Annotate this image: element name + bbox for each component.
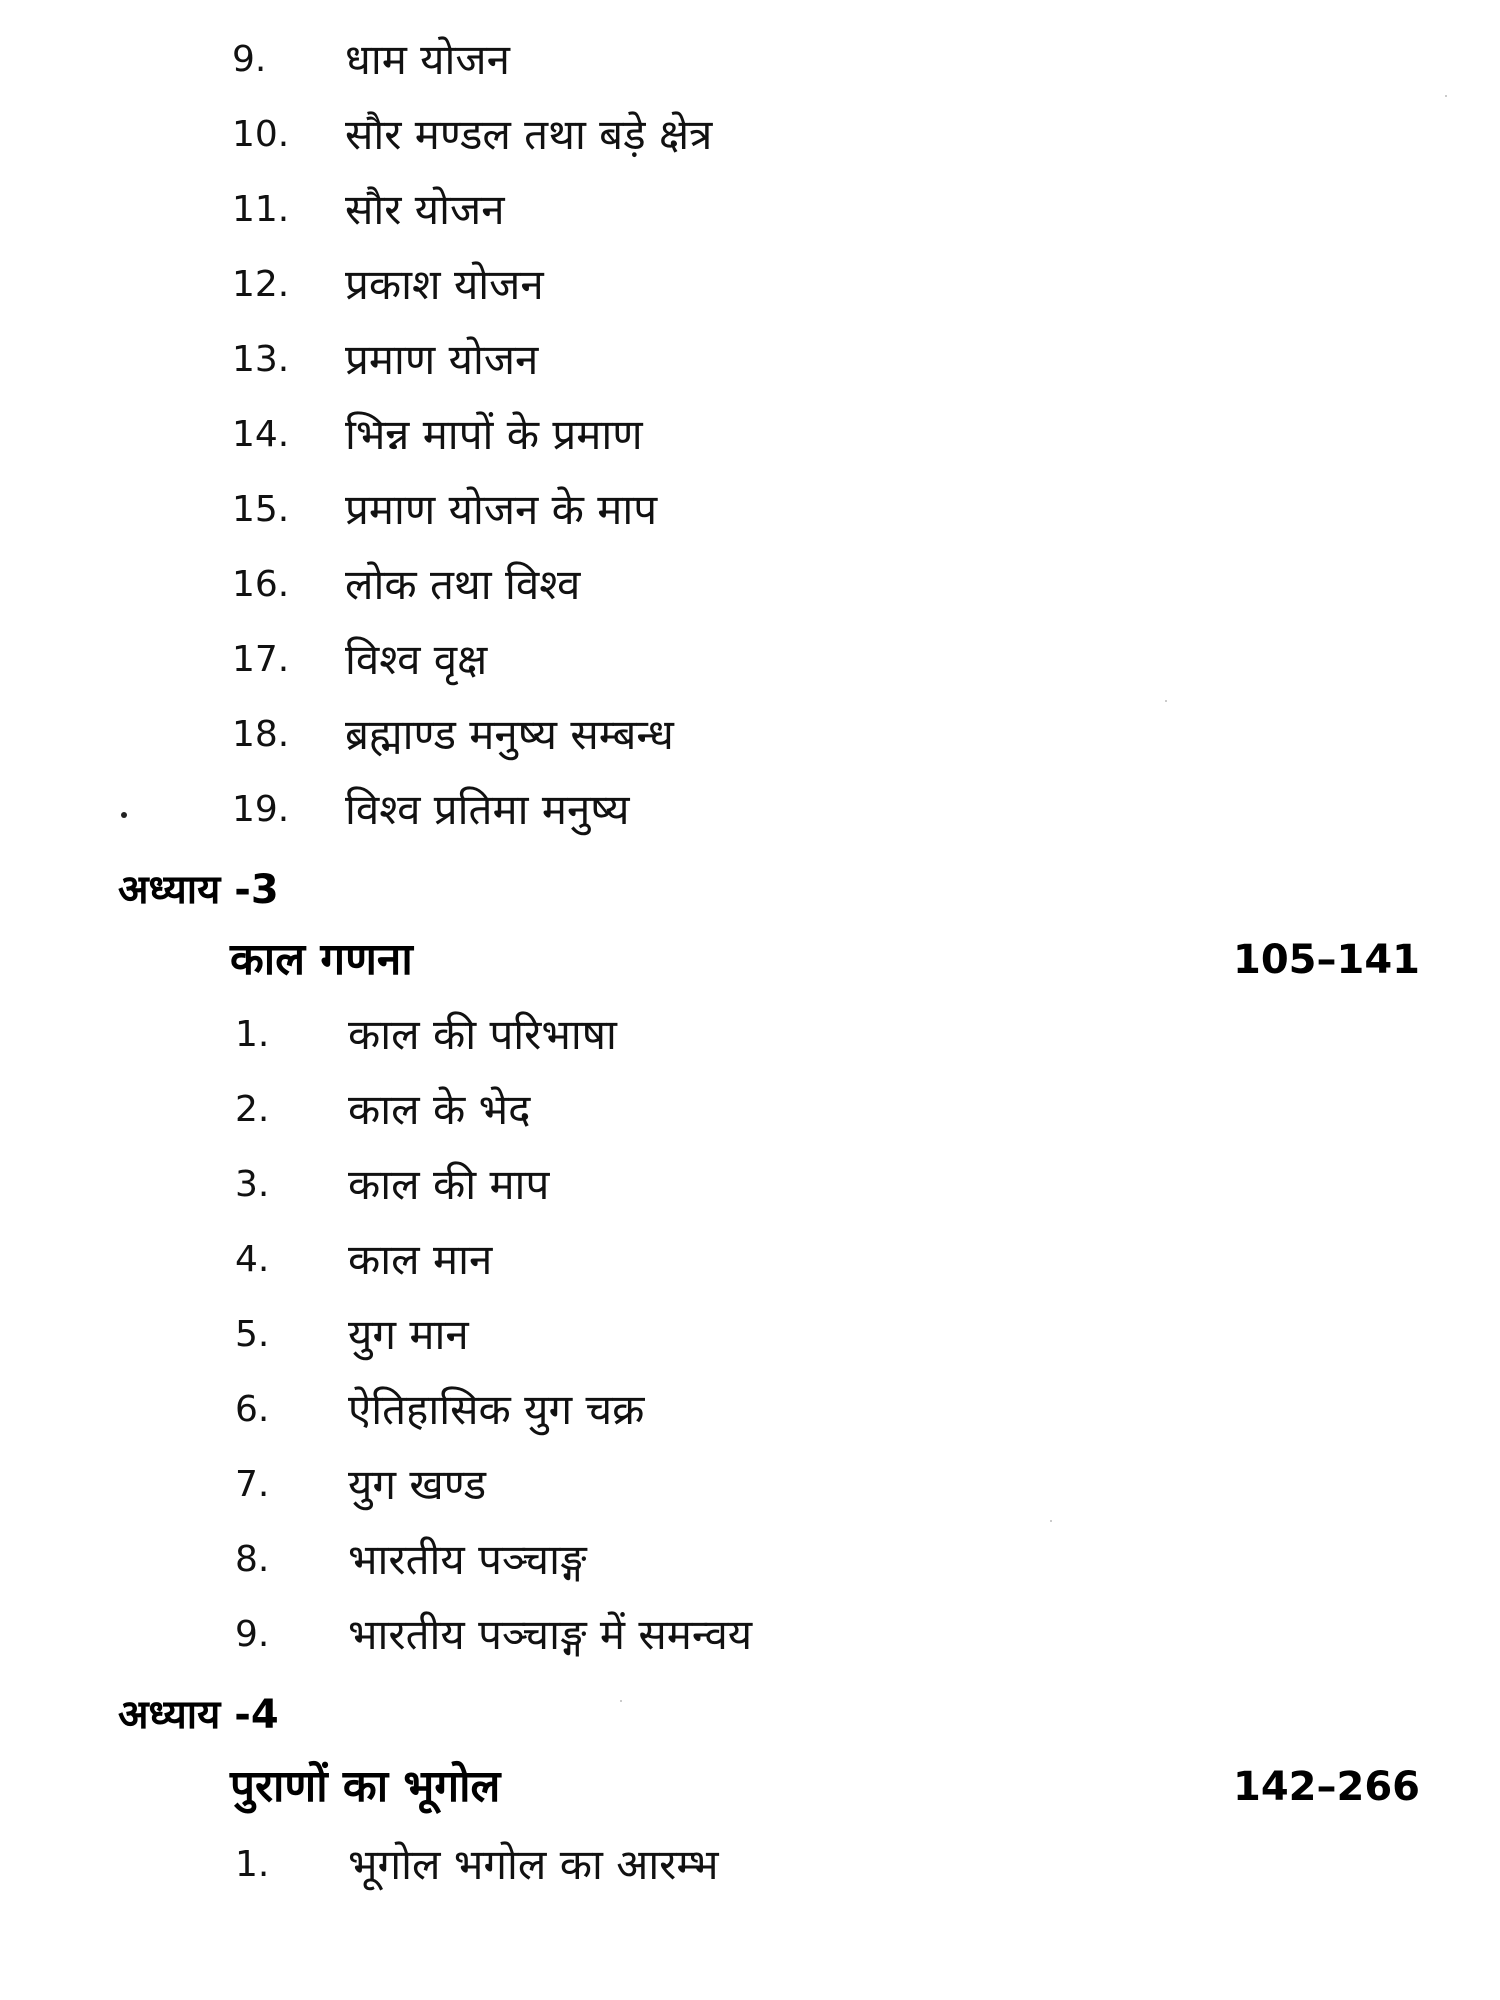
chapter-title: पुराणों का भूगोल xyxy=(230,1761,501,1812)
item-number: 9. xyxy=(235,1614,270,1655)
item-number: 3. xyxy=(235,1164,270,1205)
item-number: 9. xyxy=(232,39,267,80)
item-title: काल की परिभाषा xyxy=(348,1010,617,1059)
item-title: भिन्न मापों के प्रमाण xyxy=(345,410,643,459)
item-number: 8. xyxy=(235,1539,270,1580)
item-title: प्रमाण योजन के माप xyxy=(345,485,658,534)
scan-speck xyxy=(1445,95,1447,97)
scan-speck xyxy=(1050,1520,1052,1522)
item-title: ऐतिहासिक युग चक्र xyxy=(348,1385,645,1434)
chapter-label: अध्याय -4 xyxy=(118,1692,279,1738)
item-number: 10. xyxy=(232,114,290,155)
item-number: 13. xyxy=(232,339,290,380)
item-number: 7. xyxy=(235,1464,270,1505)
chapter-label: अध्याय -3 xyxy=(118,867,279,913)
item-number: 2. xyxy=(235,1089,270,1130)
item-title: प्रकाश योजन xyxy=(345,260,544,309)
item-number: 12. xyxy=(232,264,290,305)
item-number: 17. xyxy=(232,639,290,680)
chapter-title: काल गणना xyxy=(230,934,413,985)
item-title: सौर योजन xyxy=(345,185,505,234)
item-title: विश्व प्रतिमा मनुष्य xyxy=(345,785,630,834)
item-title: ब्रह्माण्ड मनुष्य सम्बन्ध xyxy=(345,710,674,759)
item-title: युग खण्ड xyxy=(348,1460,487,1509)
item-title: विश्व वृक्ष xyxy=(345,635,488,684)
item-title: काल के भेद xyxy=(348,1085,531,1134)
item-number: 15. xyxy=(232,489,290,530)
item-number: 1. xyxy=(235,1844,270,1885)
item-number: 6. xyxy=(235,1389,270,1430)
item-title: भारतीय पञ्चाङ्ग xyxy=(348,1535,587,1584)
item-number: 11. xyxy=(232,189,290,230)
item-title: लोक तथा विश्व xyxy=(345,560,581,609)
item-title: भूगोल भगोल का आरम्भ xyxy=(348,1840,719,1889)
item-title: धाम योजन xyxy=(345,35,510,84)
item-title: भारतीय पञ्चाङ्ग में समन्वय xyxy=(348,1610,753,1659)
item-number: 4. xyxy=(235,1239,270,1280)
item-title: काल मान xyxy=(348,1235,493,1284)
page-range: 105–141 xyxy=(1233,937,1420,983)
scan-speck xyxy=(1165,700,1167,702)
stray-ink-dot xyxy=(121,812,127,818)
item-number: 5. xyxy=(235,1314,270,1355)
item-number: 18. xyxy=(232,714,290,755)
item-title: सौर मण्डल तथा बड़े क्षेत्र xyxy=(345,110,713,159)
item-title: युग मान xyxy=(348,1310,469,1359)
item-title: प्रमाण योजन xyxy=(345,335,539,384)
item-number: 1. xyxy=(235,1014,270,1055)
scan-speck xyxy=(620,1700,622,1702)
item-title: काल की माप xyxy=(348,1160,550,1209)
item-number: 19. xyxy=(232,789,290,830)
item-number: 14. xyxy=(232,414,290,455)
page-range: 142–266 xyxy=(1233,1764,1420,1810)
item-number: 16. xyxy=(232,564,290,605)
